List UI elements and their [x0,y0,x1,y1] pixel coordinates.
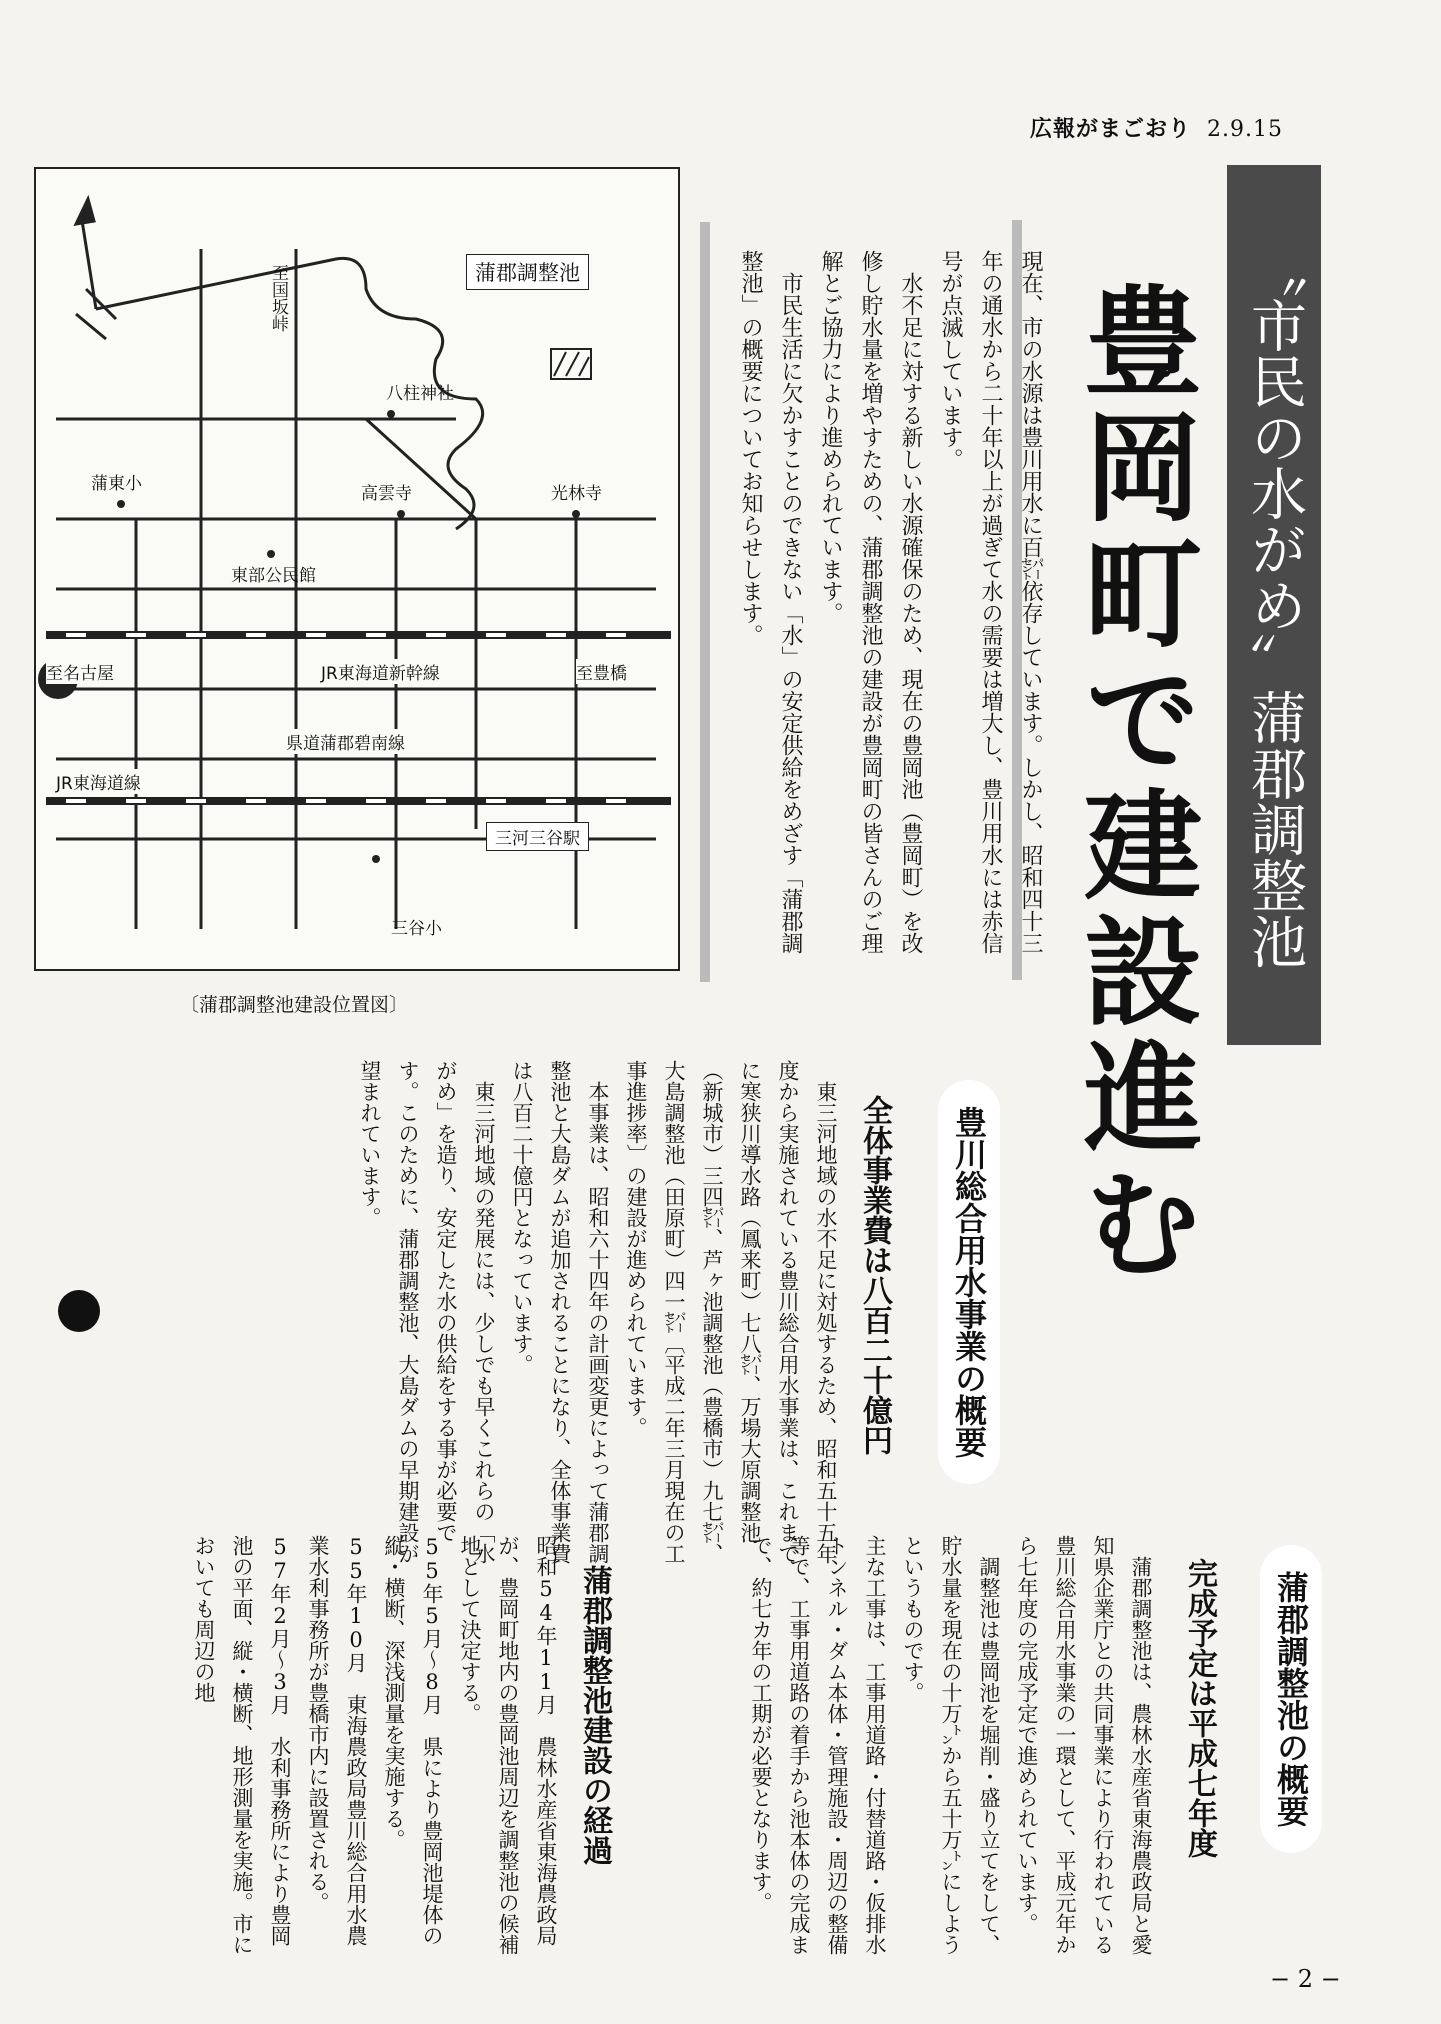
section2-heading: 蒲郡調整池の概要 [1260,1545,1322,1853]
main-title: 豊岡町で建設進む [1064,280,1202,1288]
section3-paragraph: 57年2月〜3月 水利事務所により豊岡池の平面、縦・横断、地形測量を実施。市においても周辺の地 [192,1535,292,1955]
map-label-miyasho: 三谷小 [391,919,442,939]
section1-subheading: 全体事業費は八百二十億円 [857,1095,892,1455]
section2-paragraph: 蒲郡調整池は、農林水産省東海農政局と愛知県企業庁との共同事業により行われている豊川総合用水事業の一環として、平成元年から七年度の完成予定で進められています。 [1015,1535,1153,1955]
intro-divider-left [700,222,710,982]
binder-hole [58,1290,100,1332]
publication-date: 2.9.15 [1207,117,1283,142]
section3-paragraph: 55年10月 東海農政局豊川総合用水農業水利事務所が豊橋市内に設置される。 [306,1535,368,1946]
location-map [34,167,680,971]
map-label-nagoya: 至名古屋 [46,659,114,684]
tokaido-line [46,797,671,805]
intro-paragraph: 水不足に対する新しい水源確保のため、現在の豊岡池（豊岡町）を改修し貯水量を増やすための、蒲郡調整池の建設が豊岡町の皆さんのご理解とご協力により進められています。 [818,250,923,954]
map-label-kounji: 高雲寺 [361,484,412,504]
section3-paragraph: 昭和54年11月 農林水産省東海農政局が、豊岡町地内の豊岡池周辺を調整池の候補地として決定する。 [458,1535,558,1955]
section3-text [125,1535,565,1965]
page-number: − 2 − [1270,1965,1341,1993]
map-caption: 〔蒲郡調整池建設位置図〕 [180,994,409,1016]
banner-title: 〝市民の水がめ〟蒲郡調整池 [1227,165,1321,1045]
map-label-prefroad: 県道蒲郡碧南線 [286,729,405,754]
shinkansen-line [46,631,671,639]
section2-subheading: 完成予定は平成七年度 [1182,1558,1217,1858]
section1-paragraph: 東三河地域の水不足に対処するため、昭和五十五年度から実施されている豊川総合用水事業は、これまでに寒狭川導水路（鳳来町）七八㌫、万場大原調整池（新城市）三四㌫、芦ヶ池調整池（豊橋市）九七㌫、大島調整池（田原町）四一㌫〔平成二年三月現在の工事進捗率〕の建設が進められています。 [624,1060,838,1564]
map-label-toyohashi: 至豊橋 [576,659,627,684]
map-label-station: 三河三谷駅 [486,822,589,851]
intro-paragraph: 現在、市の水源は豊川用水に百㌫依存しています。しかし、昭和四十三年の通水から二十年以上が過ぎて水の需要は増大し、豊川用水には赤信号が点滅しています。 [938,250,1043,954]
map-label-pond: 蒲郡調整池 [466,254,589,290]
section1-heading: 豊川総合用水事業の概要 [938,1080,1000,1484]
map-label-shinkansen: JR東海道新幹線 [321,659,440,684]
map-label-kourinji: 光林寺 [551,484,602,504]
publication-name: 広報がまごおり [1030,116,1192,142]
section2-text [640,1535,1160,1965]
section3-paragraph: 55年5月〜8月 県により豊岡池堤体の縦・横断、深浅測量を実施する。 [382,1535,444,1946]
intro-text [730,250,1050,970]
publication-header [1030,112,1283,143]
section2-paragraph: 調整池は豊岡池を堀削・盛り立てをして、貯水量を現在の十万㌧から五十万㌧にしようというものです。 [901,1535,1001,1955]
map-label-toubu: 東部公民館 [231,566,316,586]
map-label-hasshira: 八柱神社 [386,384,454,404]
intro-paragraph: 市民生活に欠かすことのできない「水」の安定供給をめざす「蒲郡調整池」の概要についてお知らせします。 [738,250,803,954]
section3-heading: 蒲郡調整池建設の経過 [577,1565,612,1865]
map-label-kunisaka: 至国坂峠 [268,264,288,332]
map-label-tokaido: JR東海道線 [56,769,141,794]
section1-paragraph: 東三河地域の発展には、少しでも早くこれらの「水がめ」を造り、安定した水の供給をする事が必要です。このために、蒲郡調整池、大島ダムの早期建設が望まれています。 [358,1060,496,1564]
section1-text [125,1060,845,1580]
section2-paragraph: 主な工事は、工事用道路・付替道路・仮排水トンネル・ダム本体・管理施設・周辺の整備等で、工事用道路の着手から池本体の完成まで、約七カ年の工期が必要となります。 [749,1535,887,1955]
section1-paragraph: 本事業は、昭和六十四年の計画変更によって蒲郡調整池と大島ダムが追加されることになり、全体事業費は八百二十億円となっています。 [510,1060,610,1564]
map-label-gamahigashi: 蒲東小 [91,474,142,494]
